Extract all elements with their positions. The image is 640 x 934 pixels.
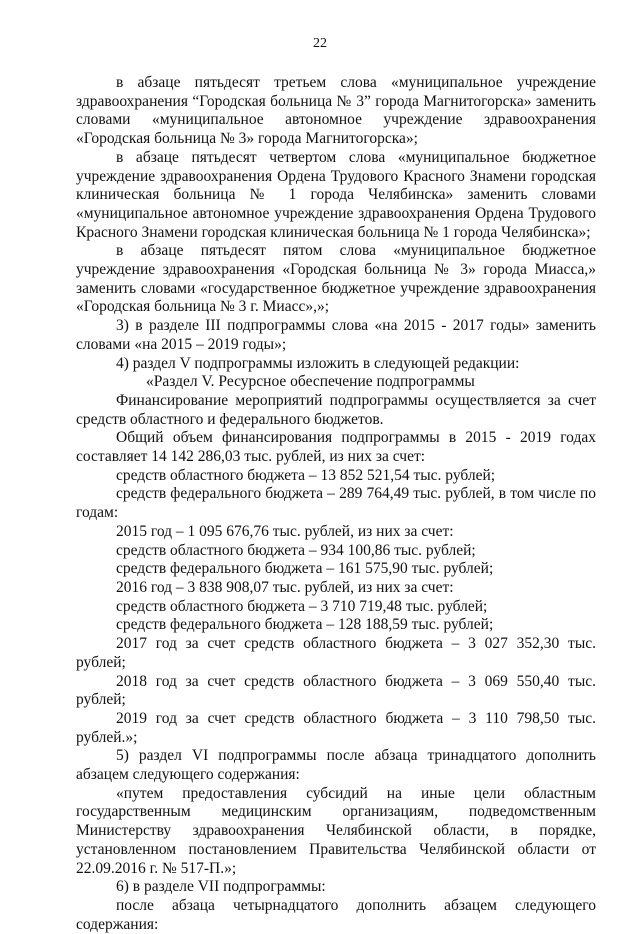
paragraph: в абзаце пятьдесят четвертом слова «муниципальное бюджетное учреждение здравоохранения Ордена Трудового Красного Знамени городская клиническая больница № 1 города Челябинска» заменить словами «муниципальное автономное учреждение здравоохранения Ордена Трудового Красного Знамени городская клиническая больница № 1 города Челябинска»; (76, 148, 596, 241)
paragraph: 2019 год за счет средств областного бюджета – 3 110 798,50 тыс. рублей.»; (76, 709, 596, 746)
section-heading: «Раздел V. Ресурсное обеспечение подпрограммы (146, 373, 475, 391)
paragraph: 2017 год за счет средств областного бюджета – 3 027 352,30 тыс. рублей; (76, 635, 596, 671)
paragraph: 2018 год за счет средств областного бюджета – 3 069 550,40 тыс. рублей; (76, 672, 596, 709)
paragraph: средств федерального бюджета – 161 575,90 тыс. рублей; (116, 560, 494, 578)
document-body (76, 74, 596, 934)
paragraph: 2015 год – 1 095 676,76 тыс. рублей, из них за счет: (116, 522, 454, 540)
paragraph: Общий объем финансирования подпрограммы в 2015 - 2019 годах составляет 14 142 286,03 тыс. рублей, из них за счет: (76, 429, 596, 466)
paragraph: Финансирование мероприятий подпрограммы осуществляется за счет средств областного и федерального бюджетов. (76, 391, 596, 428)
page-number: 22 (313, 36, 327, 51)
paragraph: средств областного бюджета – 3 710 719,48 тыс. рублей; (116, 597, 488, 615)
paragraph: средств областного бюджета – 934 100,86 тыс. рублей; (116, 541, 476, 559)
paragraph: средств федерального бюджета – 128 188,59 тыс. рублей; (116, 616, 494, 634)
paragraph: 2016 год – 3 838 908,07 тыс. рублей, из них за счет: (116, 578, 454, 596)
paragraph: 5) раздел VI подпрограммы после абзаца тринадцатого дополнить абзацем следующего содержания: (76, 747, 596, 784)
paragraph: после абзаца четырнадцатого дополнить абзацем следующего содержания: (76, 896, 596, 933)
paragraph: в абзаце пятьдесят третьем слова «муниципальное учреждение здравоохранения “Городская больница № 3” города Магнитогорска» заменить словами «муниципальное автономное учреждение здравоохранения «Городская больница № 3» города Магнитогорска»; (76, 74, 596, 148)
paragraph: средств областного бюджета – 13 852 521,54 тыс. рублей; (116, 466, 496, 484)
paragraph: средств федерального бюджета – 289 764,49 тыс. рублей, в том числе по годам: (76, 485, 596, 522)
paragraph: «путем предоставления субсидий на иные цели областным государственным медицинским организациям, подведомственным Министерству здравоохранения Челябинской области, в порядке, установленном постановлением Правительства Челябинской области от 22.09.2016 г. № 517-П.»; (76, 784, 596, 877)
paragraph: 3) в разделе III подпрограммы слова «на 2015 - 2017 годы» заменить словами «на 2015 – 2019 годы»; (76, 317, 596, 353)
paragraph: 6) в разделе VII подпрограммы: (116, 878, 326, 896)
paragraph: 4) раздел V подпрограммы изложить в следующей редакции: (116, 354, 520, 372)
paragraph: в абзаце пятьдесят пятом слова «муниципальное бюджетное учреждение здравоохранения «Городская больница № 3» города Миасса,» заменить словами «государственное бюджетное учреждение здравоохранения «Городская больница № 3 г. Миасс»,»; (76, 242, 596, 316)
